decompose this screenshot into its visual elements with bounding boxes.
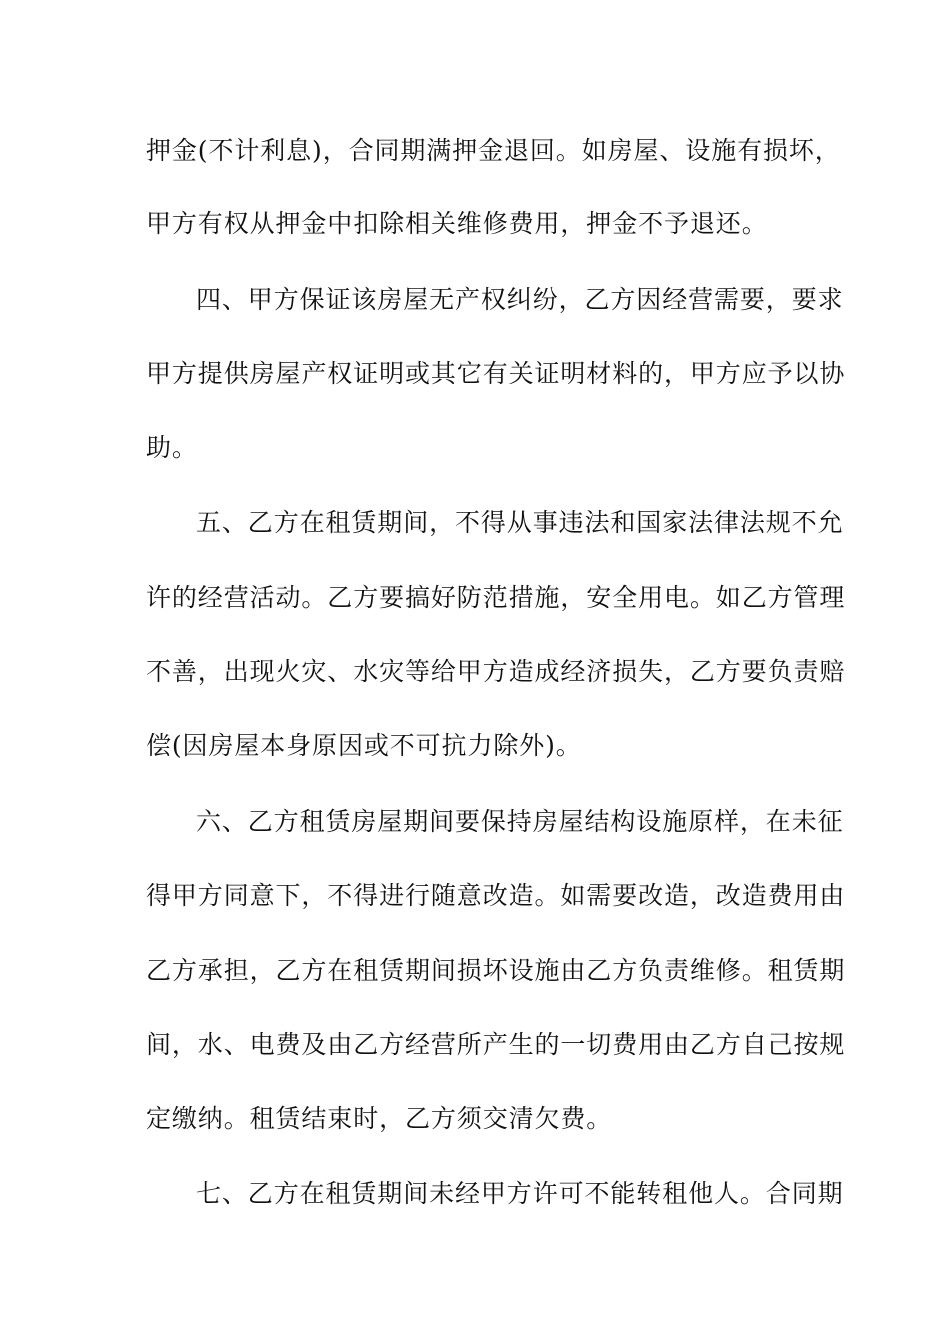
text-line: 助。: [146, 433, 198, 462]
paragraph-start-line: 七、乙方在租赁期间未经甲方许可不能转租他人。合同期: [196, 1179, 844, 1208]
text-line: 乙方承担，乙方在租赁期间损坏设施由乙方负责维修。租赁期: [146, 956, 846, 985]
text-line: 甲方提供房屋产权证明或其它有关证明材料的，甲方应予以协: [146, 359, 846, 388]
text-line: 定缴纳。租赁结束时，乙方须交清欠费。: [146, 1104, 613, 1133]
text-line: 间，水、电费及由乙方经营所产生的一切费用由乙方自己按规: [146, 1030, 846, 1059]
text-line: 偿(因房屋本身原因或不可抗力除外)。: [146, 731, 582, 760]
text-line: 甲方有权从押金中扣除相关维修费用，押金不予退还。: [146, 209, 768, 238]
text-line: 押金(不计利息)，合同期满押金退回。如房屋、设施有损坏，: [146, 136, 841, 165]
text-line: 不善，出现火灾、水灾等给甲方造成经济损失，乙方要负责赔: [146, 657, 846, 686]
paragraph-start-line: 四、甲方保证该房屋无产权纠纷，乙方因经营需要，要求: [196, 285, 844, 314]
paragraph-start-line: 六、乙方租赁房屋期间要保持房屋结构设施原样，在未征: [196, 807, 844, 836]
text-line: 许的经营活动。乙方要搞好防范措施，安全用电。如乙方管理: [146, 583, 846, 612]
paragraph-start-line: 五、乙方在租赁期间，不得从事违法和国家法律法规不允: [196, 508, 844, 537]
text-line: 得甲方同意下，不得进行随意改造。如需要改造，改造费用由: [146, 881, 846, 910]
